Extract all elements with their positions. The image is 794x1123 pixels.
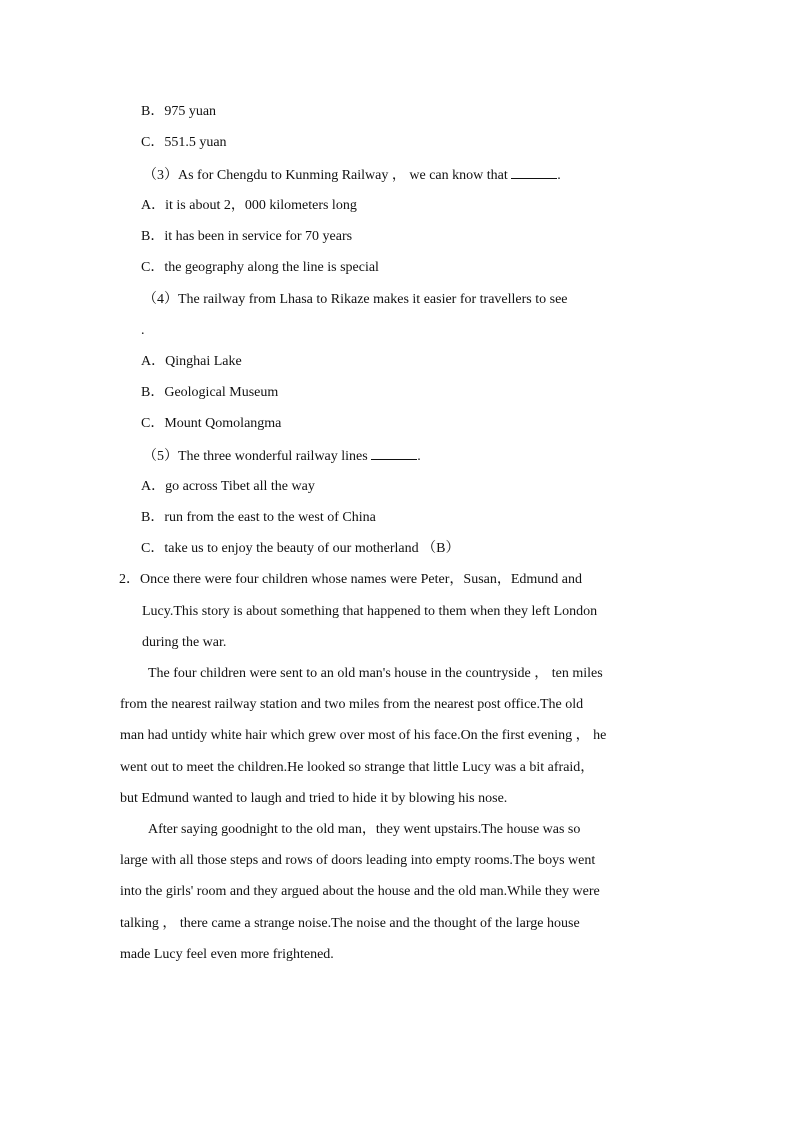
- paragraph-2-line: made Lucy feel even more frightened.: [120, 947, 334, 962]
- paragraph-2-line: into the girls' room and they argued about the house and the old man.While they were: [120, 884, 600, 899]
- passage-intro-line: 2．Once there were four children whose names were Peter，Susan，Edmund and: [119, 572, 583, 587]
- question-3-stem: [143, 166, 561, 185]
- paragraph-1-line: man had untidy white hair which grew over most of his face.On the first evening ， he: [120, 728, 607, 743]
- paragraph-1-line: but Edmund wanted to laugh and tried to hide it by blowing his nose.: [120, 791, 508, 806]
- question-5-text: （5）The three wonderful railway lines: [143, 449, 372, 464]
- q5-option-c: C．take us to enjoy the beauty of our motherland （B）: [141, 541, 460, 556]
- paragraph-2-line: talking ， there came a strange noise.The noise and the thought of the large house: [120, 916, 580, 931]
- question-3-end: .: [557, 168, 561, 183]
- question-3-text: （3）As for Chengdu to Kunming Railway ， we can know that: [143, 168, 512, 183]
- q3-option-b: B．it has been in service for 70 years: [141, 229, 353, 244]
- passage-intro-line: during the war.: [142, 635, 227, 650]
- question-5-stem: [143, 447, 421, 466]
- q5-option-a: A．go across Tibet all the way: [141, 479, 315, 494]
- paragraph-2-line: large with all those steps and rows of doors leading into empty rooms.The boys went: [120, 853, 596, 868]
- q4-option-a: A．Qinghai Lake: [141, 354, 242, 369]
- q4-option-b: B．Geological Museum: [141, 385, 279, 400]
- q3-option-a: A．it is about 2，000 kilometers long: [141, 198, 357, 213]
- answer-blank: [511, 166, 557, 179]
- question-4-stem: （4）The railway from Lhasa to Rikaze makes it easier for travellers to see: [143, 292, 568, 307]
- question-4-stem-cont: .: [141, 323, 145, 338]
- paragraph-1-line: went out to meet the children.He looked so strange that little Lucy was a bit afraid，: [120, 760, 595, 775]
- q3-option-c: C．the geography along the line is special: [141, 260, 379, 275]
- paragraph-2-line: After saying goodnight to the old man，they went upstairs.The house was so: [148, 822, 581, 837]
- question-5-end: .: [417, 449, 421, 464]
- passage-intro-line: Lucy.This story is about something that happened to them when they left London: [142, 604, 598, 619]
- q4-option-c: C．Mount Qomolangma: [141, 416, 282, 431]
- answer-blank: [371, 447, 417, 460]
- q-option-b: B．975 yuan: [141, 104, 217, 119]
- paragraph-1-line: from the nearest railway station and two miles from the nearest post office.The old: [120, 697, 584, 712]
- q5-option-b: B．run from the east to the west of China: [141, 510, 376, 525]
- paragraph-1-line: The four children were sent to an old man's house in the countryside ， ten miles: [148, 666, 603, 681]
- q-option-c: C．551.5 yuan: [141, 135, 227, 150]
